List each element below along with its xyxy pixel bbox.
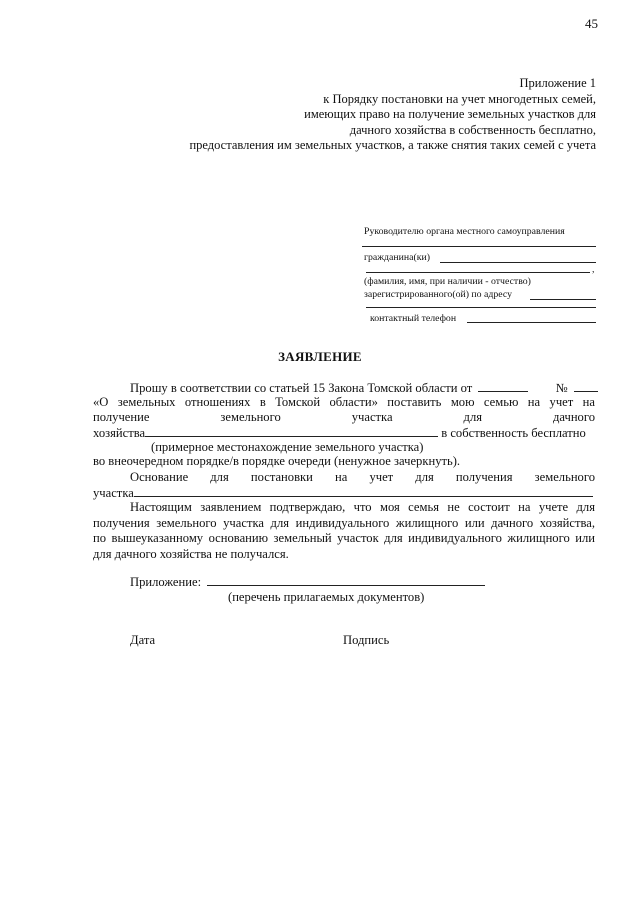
- recipient-head: Руководителю органа местного самоуправления: [364, 226, 565, 237]
- phone-label: контактный телефон: [370, 313, 457, 324]
- citizen-label: гражданина(ки): [364, 252, 430, 263]
- confirmation-paragraph: [93, 500, 595, 562]
- body-line-8: [93, 485, 595, 501]
- queue-order-line: во внеочередном порядке/в порядке очереди (ненужное зачеркнуть).: [93, 454, 461, 468]
- body-line-4: [93, 425, 595, 441]
- body-text: получение земельного участка для дачного: [93, 410, 595, 424]
- body-text: Настоящим заявлением подтверждаю, что моя семья не состоит на учете для: [130, 500, 595, 514]
- attachment-label: Приложение:: [130, 575, 202, 589]
- body-text: по вышеуказанному основанию земельный участок для индивидуального жилищного или: [93, 531, 595, 545]
- appendix-header: [90, 76, 596, 154]
- address-label: зарегистрированного(ой) по адресу: [364, 289, 512, 300]
- body-line-3: [93, 410, 595, 425]
- signature-label: Подпись: [343, 633, 390, 647]
- attachment-line[interactable]: [207, 574, 485, 586]
- appendix-line: предоставления им земельных участков, а также снятия таких семей с учета: [189, 138, 596, 152]
- document-title: ЗАЯВЛЕНИЕ: [278, 349, 362, 364]
- body-text: в собственность бесплатно: [441, 426, 586, 440]
- appendix-line: к Порядку постановки на учет многодетных семей,: [323, 91, 596, 106]
- address-line-2[interactable]: [366, 307, 596, 308]
- phone-line[interactable]: [467, 322, 596, 323]
- date-label: Дата: [130, 633, 156, 647]
- fio-hint: (фамилия, имя, при наличии - отчество): [364, 276, 531, 287]
- attachment-hint: (перечень прилагаемых документов): [228, 590, 425, 604]
- comma: ,: [592, 264, 595, 275]
- reason-line[interactable]: [134, 485, 593, 497]
- appendix-line: Приложение 1: [519, 76, 596, 90]
- appendix-line: имеющих право на получение земельных участков для: [304, 107, 596, 121]
- law-reference-text: Прошу в соответствии со статьей 15 Закона Томской области от: [130, 381, 473, 395]
- address-line[interactable]: [530, 299, 596, 300]
- body-text: Основание для постановки на учет для получения земельного: [130, 470, 595, 484]
- page-number: 45: [585, 16, 598, 31]
- land-location-hint: (примерное местонахождение земельного участка): [151, 440, 424, 454]
- law-date-line[interactable]: [478, 380, 528, 392]
- law-number-line[interactable]: [574, 380, 598, 392]
- body-text: получения земельного участка для индивидуального жилищного или дачного хозяйства,: [93, 515, 595, 530]
- body-text: хозяйства: [93, 426, 146, 440]
- number-sign: №: [555, 381, 568, 395]
- attachment-row: [130, 574, 550, 590]
- body-line-7: [93, 470, 595, 485]
- body-text: для дачного хозяйства не получался.: [93, 546, 289, 561]
- body-line-1: [93, 380, 595, 396]
- body-text: участка: [93, 486, 134, 500]
- recipient-org-line[interactable]: [362, 246, 596, 247]
- land-location-line[interactable]: [145, 425, 438, 437]
- body-line-2: [93, 395, 595, 410]
- citizen-name-line[interactable]: [440, 262, 596, 263]
- citizen-name-line-2[interactable]: [366, 272, 590, 273]
- appendix-line: дачного хозяйства в собственность бесплатно,: [349, 122, 596, 137]
- body-text: «О земельных отношениях в Томской области» поставить мою семью на учет на: [93, 395, 595, 409]
